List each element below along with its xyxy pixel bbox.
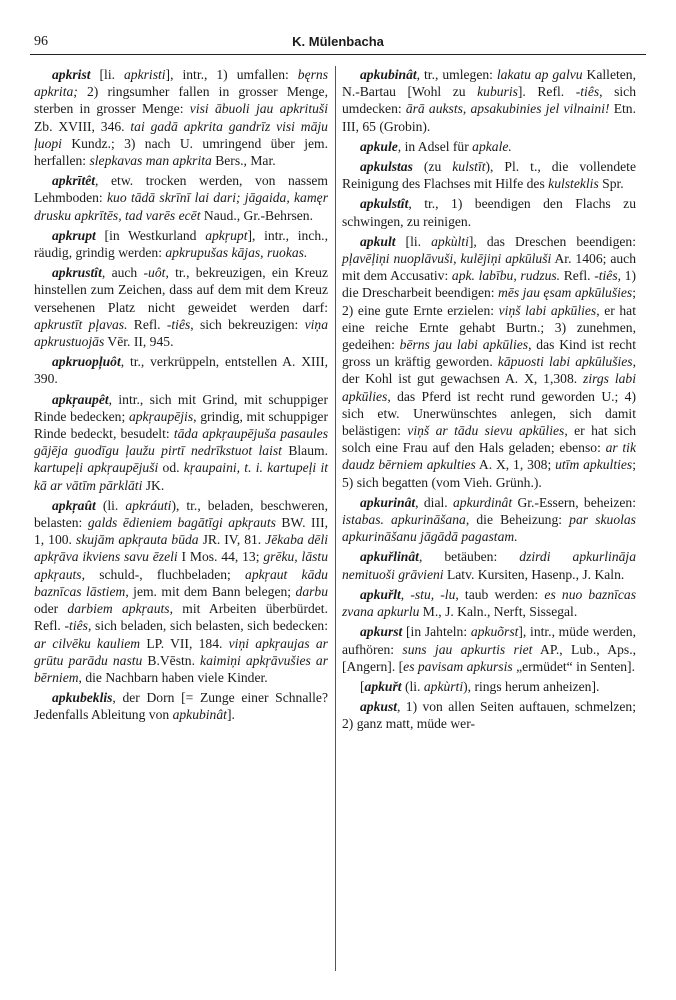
example-text: darbiem apkŗauts — [67, 601, 170, 617]
headword: apkruopļuôt — [52, 354, 121, 370]
page-header — [30, 32, 646, 55]
definition-text: JR. IV, 81. — [198, 532, 266, 548]
definition-text: , tr., bekreuzigen, ein Kreuz hinstellen zum Zeichen, dass auf dem mit dem Kreuz versehenen Platz nicht geweidet werden darf: — [34, 265, 328, 315]
definition-text: LP. VII, 184. — [140, 635, 229, 651]
definition-text: , schuld-, fluchbeladen; — [81, 566, 246, 582]
example-text: kulsteklis — [548, 176, 599, 192]
definition-text: Etn. III, 65 (Grobin). — [342, 101, 636, 134]
definition-text: ], das Dreschen beendigen: — [468, 233, 636, 249]
definition-text: , jem. mit dem Bann belegen; — [125, 583, 296, 599]
example-text: es pavisam apkursis — [403, 658, 513, 674]
example-text: kaimiņi apkŗāvušies ar bērniem — [34, 652, 328, 685]
definition-text: BW. III, 1, 100. — [34, 515, 328, 548]
example-text: kulstīt — [452, 159, 486, 175]
definition-text: 2) ringsumher fallen in grosser Menge, sterben in grosser Menge: — [34, 84, 328, 117]
headword: apkŗaût — [52, 497, 96, 513]
definition-text: Kalleten, N.-Bartau [Wohl zu — [342, 67, 636, 100]
example-text: apk. labību, rudzus. — [451, 268, 561, 284]
example-text: bērns jau labi apkūlies — [399, 337, 529, 353]
definition-text: , das Kind ist recht gross un kräftig geworden. — [342, 337, 636, 370]
example-text: visi ābuoli jau apkrituši — [189, 101, 328, 117]
definition-text: AP., Lub., Aps., [Angern]. [ — [342, 641, 636, 674]
definition-text: (li. — [401, 678, 424, 694]
definition-text: A. X, 1, 308; — [475, 457, 556, 473]
headword: apkust — [360, 699, 398, 715]
definition-text: Blaum. — [281, 443, 328, 459]
definition-text: [ — [360, 678, 365, 694]
definition-text: I Mos. 44, 13; — [177, 549, 264, 565]
example-text: -tiês — [166, 316, 191, 332]
example-text: apkráuti — [125, 497, 172, 513]
example-text: ārā auksts, apsakubinies jel vilnaini! — [405, 101, 610, 117]
definition-text: Latv. Kursiten, Hasenp., J. Kaln. — [443, 566, 625, 582]
definition-text: ]. Refl. — [517, 84, 576, 100]
example-text: apkrupušas kājas, ruokas. — [165, 245, 308, 261]
dictionary-entry — [342, 623, 636, 675]
example-text: viņa apkrustuojās — [34, 316, 328, 350]
example-text: lakatu ap galvu — [496, 67, 583, 82]
definition-text: Refl. — [560, 268, 595, 284]
example-text: istabas. apkurināšana — [342, 512, 466, 528]
example-text: viņš labi apkūlies — [498, 302, 597, 318]
headword: apkule — [360, 138, 398, 154]
dictionary-entry — [342, 494, 636, 546]
definition-text: [in Westkurland — [95, 227, 206, 243]
definition-text: Refl. — [127, 316, 167, 332]
example-text: apkurdinât — [452, 494, 513, 510]
definition-text: , grindig, mit schuppiger Rinde bedeckt, besudelt: — [34, 408, 328, 442]
definition-text: , etw. trocken werden, von nassem Lehmboden: — [34, 173, 328, 206]
right-column — [342, 66, 636, 736]
definition-text: , auch — [101, 265, 144, 281]
example-text: par skuolas apkurināšanu jāgādā pagastam. — [342, 512, 636, 545]
definition-text: ], intr., müde werden, aufhören: — [342, 624, 636, 657]
example-text: zirgs labi apkūlies — [342, 371, 636, 404]
example-text: ar cilvēku kauliem — [34, 635, 141, 651]
definition-text: , betäuben: — [418, 549, 520, 565]
definition-text: Bers., Mar. — [211, 153, 276, 169]
example-text: apkùrti — [423, 678, 464, 694]
example-text: galds ēdieniem bagātīgi apkŗauts — [87, 515, 276, 531]
definition-text: (li. — [95, 497, 126, 513]
definition-text: , sich umdecken: — [342, 84, 636, 117]
dictionary-entry — [342, 548, 636, 582]
definition-text: ), rings herum anheizen]. — [463, 678, 600, 694]
definition-text: , tr., umlegen: — [416, 67, 497, 82]
example-text: apkale. — [472, 138, 512, 154]
definition-text: , tr., 1) beendigen den Flachs zu schwingen, zu reinigen. — [342, 196, 636, 229]
headword: apkubinât — [360, 67, 417, 82]
running-head: K. Mülenbacha — [292, 34, 384, 49]
dictionary-entry — [342, 698, 636, 732]
definition-text: ], intr., 1) umfallen: — [165, 67, 298, 82]
dictionary-entry — [342, 678, 636, 695]
example-text: kŗaupaini, t. i. kartupeļi it kā ar vātīm pārklāti — [34, 460, 328, 493]
example-text: -tiês — [64, 618, 88, 634]
dictionary-entry — [342, 586, 636, 620]
example-text: es nuo baznīcas zvana apkurlu — [342, 586, 637, 620]
example-text: -tiês — [575, 84, 600, 100]
definition-text: „ermüdet“ in Senten]. — [512, 658, 635, 674]
example-text: apkuõrst — [470, 624, 519, 640]
definition-text: , taub werden: — [455, 586, 545, 602]
dictionary-entry — [34, 497, 328, 686]
example-text: slepkavas man apkrita — [89, 153, 212, 169]
example-text: viņš ar tādu sievu apkūlies — [407, 423, 565, 439]
example-text: kuburis — [477, 84, 518, 100]
headword: apkŗaupêt — [52, 391, 109, 407]
definition-text: [li. — [90, 67, 124, 82]
definition-text: , das Pferd ist recht rund geworden U.; 4) sich etw. Unerwünschtes anlegen, sich damit belästigen: — [342, 388, 636, 439]
dictionary-entry — [342, 138, 636, 155]
definition-text: B.Vēstn. — [142, 652, 201, 668]
definition-text: Vēr. II, 945. — [104, 334, 174, 350]
example-text: ar tik daudz bērniem apkulties — [342, 440, 636, 473]
dictionary-entry — [34, 66, 328, 169]
definition-text: , 1) die Drescharbeit beendigen: — [342, 268, 636, 301]
definition-text: , sich beladen, sich belasten, sich bedecken: — [87, 618, 329, 634]
example-text: apkùlti — [431, 233, 469, 249]
definition-text: , die Nachbarn haben viele Kinder. — [78, 669, 268, 685]
example-text: pļavēļiņi nuoplāvuši, kulējiņi apkūluši — [342, 251, 552, 267]
example-text: apkŗupt — [205, 227, 248, 243]
definition-text: , er hat eine reiche Ernte gehabt Burtn.; 3) zunehmen, gedeihen: — [342, 302, 636, 353]
dictionary-entry — [34, 227, 328, 261]
headword: apkulstît — [360, 196, 409, 212]
definition-text: [li. — [395, 233, 432, 249]
dictionary-entry — [34, 172, 328, 224]
dictionary-entry — [34, 689, 328, 723]
definition-text: , — [400, 586, 411, 602]
example-text: -tiês — [594, 268, 618, 284]
column-divider — [335, 66, 336, 971]
definition-text: Spr. — [598, 176, 624, 192]
headword: apkrupt — [52, 227, 96, 243]
headword: apkrist — [52, 67, 91, 82]
dictionary-entry — [342, 66, 636, 135]
definition-text: , sich bekreuzigen: — [190, 316, 305, 332]
definition-text: , 1) von allen Seiten auftauen, schmelzen; 2) ganz matt, müde wer- — [342, 699, 636, 732]
definition-text: , er hat sich solch eine Frau auf den Hals geladen; ebenso: — [342, 423, 636, 456]
left-column — [34, 66, 328, 727]
dictionary-entry — [34, 264, 328, 350]
headword: apkrītêt — [52, 173, 96, 189]
example-text: apkŗaut kādu baznīcas lāstiem — [34, 566, 328, 599]
example-text: apkŗaupējis — [128, 408, 194, 424]
example-text: grēku, lāstu apkŗauts — [34, 549, 328, 582]
definition-text: , intr., sich mit Grind, mit schuppiger Rinde bedecken; — [34, 391, 328, 424]
definition-text: Zb. XVIII, 346. — [34, 118, 131, 134]
headword: apkurinât — [360, 494, 416, 510]
headword: apkult — [360, 233, 396, 249]
example-text: bęrns apkrita; — [34, 67, 328, 100]
definition-text: od. — [158, 460, 184, 476]
definition-text: (zu — [412, 159, 453, 175]
example-text: kuo tādā skrīnī lai dari; jāgaida, kamęr drusku apkrītēs, tad varēs ecēt — [34, 190, 328, 223]
definition-text: , der Kohl ist gut gewachsen A. X, 1,308. — [342, 354, 636, 387]
example-text: viņi apkŗaujas ar grūtu parādu nastu — [34, 635, 328, 668]
dictionary-entry — [34, 353, 328, 387]
example-text: apkrustīt pļavas. — [34, 316, 128, 332]
dictionary-entry — [342, 195, 636, 229]
definition-text: Naud., Gr.-Behrsen. — [200, 207, 313, 223]
example-text: mēs jau ęsam apkūlušies — [498, 285, 633, 301]
definition-text: ), Pl. t., die vollendete Reinigung des Flachses mit Hilfe des — [342, 159, 636, 192]
definition-text: M., J. Kaln., Nerft, Sissegal. — [419, 604, 578, 620]
headword: apkurst — [360, 624, 403, 640]
example-text: utīm apkulties — [555, 457, 633, 473]
example-text: skujām apkŗauta būda — [75, 532, 199, 548]
example-text: -uôt — [143, 265, 166, 281]
example-text: apkristi — [124, 67, 166, 82]
definition-text: ), tr., beladen, beschweren, belasten: — [34, 497, 328, 531]
example-text: Jēkaba dēli apkŗāva ikviens savu ēzeli — [34, 532, 329, 565]
definition-text: ]. — [226, 707, 235, 723]
definition-text: JK. — [142, 477, 165, 493]
definition-text: , in Adsel für — [397, 138, 473, 154]
definition-text: ; 5) sich begatten (vom Vieh. Grünh.). — [342, 457, 636, 490]
example-text: dzirdi apkurlināja nemituoši grāvieni — [342, 549, 636, 582]
example-text: tāda apkŗaupējuša pasaules gājēja guodīgu ļaužu pirtī nedrīkstuot laist — [34, 426, 329, 459]
definition-text: Ar. 1406; auch mit dem Accusativ: — [342, 251, 636, 284]
dictionary-entry — [342, 158, 636, 192]
example-text: -stu, -lu — [410, 586, 456, 602]
definition-text: ], intr., inch., räudig, grindig werden: — [34, 227, 328, 261]
headword: apkuřlinât — [360, 549, 419, 565]
definition-text: , tr., verkrüppeln, entstellen A. XIII, 390. — [34, 354, 328, 387]
headword: apkubeklis — [52, 690, 113, 706]
definition-text: , die Beheizung: — [465, 512, 570, 528]
definition-text: , mit Arbeiten überbürdet. Refl. — [34, 601, 328, 634]
definition-text: Gr.-Essern, beheizen: — [512, 494, 636, 510]
headword: apkuřt — [364, 678, 402, 694]
headword: apkrustît — [52, 265, 102, 281]
example-text: suns jau apkurtis riet — [402, 641, 533, 657]
example-text: darbu — [295, 583, 329, 599]
example-text: kartupeļi apkŗaupējuši — [34, 460, 159, 476]
dictionary-entry — [34, 391, 328, 494]
definition-text: [in Jahteln: — [402, 624, 471, 640]
example-text: apkubinât — [172, 707, 227, 723]
definition-text: ; 2) eine gute Ernte erzielen: — [342, 285, 636, 318]
example-text: kāpuosti labi apkūlušies — [497, 354, 633, 370]
headword: apkulstas — [360, 159, 413, 175]
dictionary-entry — [342, 233, 636, 491]
page-number: 96 — [34, 34, 48, 49]
definition-text: , dial. — [415, 494, 453, 510]
example-text: tai gadā apkrita gandrīz visi māju ļuopi — [34, 118, 328, 151]
definition-text: , der Dorn [= Zunge einer Schnalle? Jedenfalls Ableitung von — [34, 690, 328, 723]
headword: apkuřlt — [360, 586, 401, 602]
definition-text: oder — [34, 601, 68, 617]
definition-text: Kundz.; 3) nach U. umringend über jem. herfallen: — [34, 135, 328, 169]
